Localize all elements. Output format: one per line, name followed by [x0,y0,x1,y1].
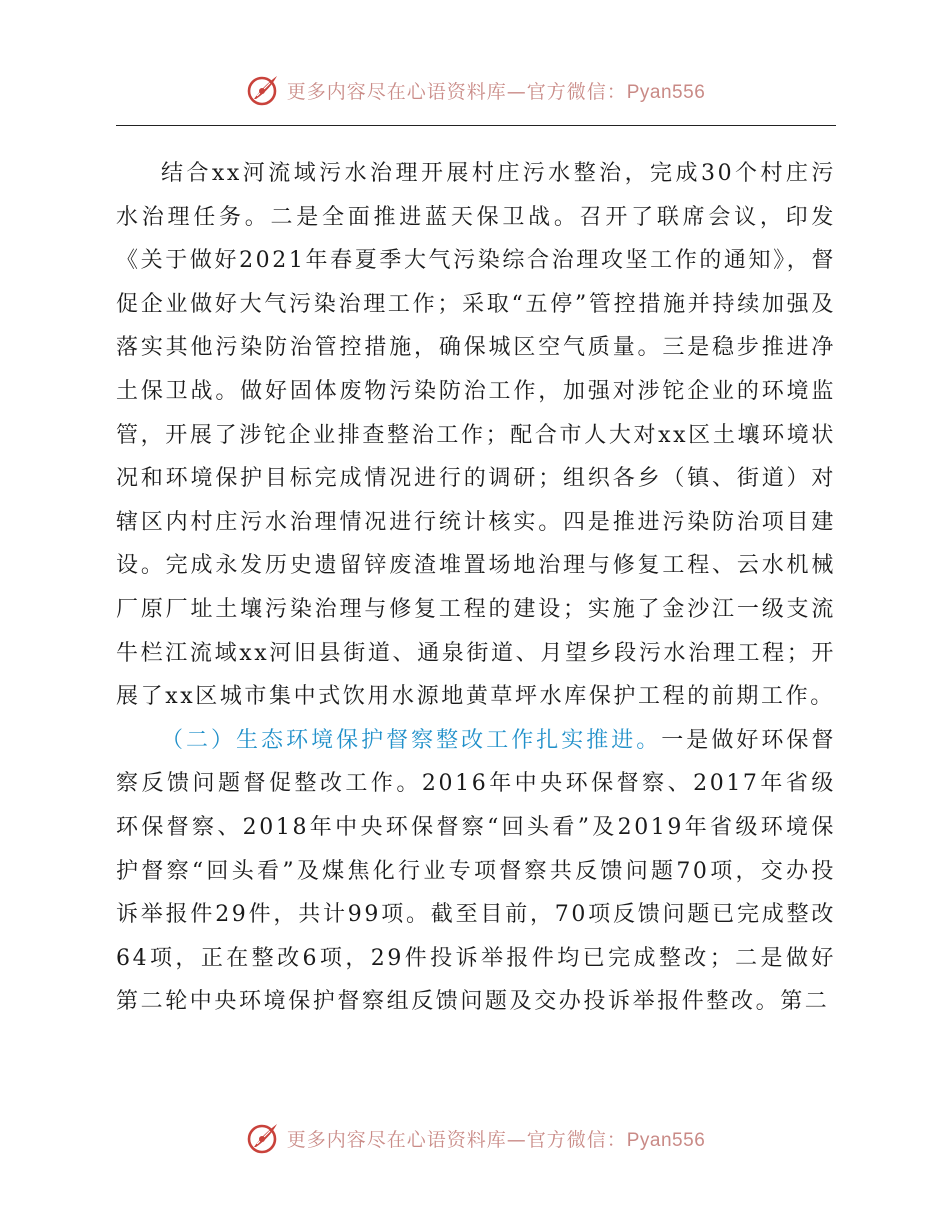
document-body [116,152,836,1024]
watermark-text: 更多内容尽在心语资料库—官方微信：Pyan556 [286,80,706,103]
feather-pen-logo-icon [245,72,281,108]
paragraph [116,719,836,1024]
footer-watermark [0,1118,950,1158]
header-divider [116,125,836,126]
paragraph: 结合xx河流域污水治理开展村庄污水整治，完成30个村庄污水治理任务。二是全面推进蓝天保卫战。召开了联席会议，印发《关于做好2021年春夏季大气污染综合治理攻坚工作的通知》，督促企业做好大气污染治理工作；采取“五停”管控措施并持续加强及落实其他污染防治管控措施，确保城区空气质量。三是稳步推进净土保卫战。做好固体废物污染防治工作，加强对涉铊企业的环境监管，开展了涉铊企业排查整治工作；配合市人大对xx区土壤环境状况和环境保护目标完成情况进行的调研；组织各乡（镇、街道）对辖区内村庄污水治理情况进行统计核实。四是推进污染防治项目建设。完成永发历史遗留锌废渣堆置场地治理与修复工程、云水机械厂原厂址土壤污染治理与修复工程的建设；实施了金沙江一级支流牛栏江流域xx河旧县街道、通泉街道、月望乡段污水治理工程；开展了xx区城市集中式饮用水源地黄草坪水库保护工程的前期工作。 [116,161,836,710]
watermark-text: 更多内容尽在心语资料库—官方微信：Pyan556 [286,1128,706,1151]
section-heading: （二）生态环境保护督察整改工作扎实推进。 [161,727,662,753]
paragraph-text: 一是做好环保督察反馈问题督促整改工作。2016年中央环保督察、2017年省级环保督察、2018年中央环保督察“回头看”及2019年省级环境保护督察“回头看”及煤焦化行业专项督察共反馈问题70项，交办投诉举报件29件，共计99项。截至目前，70项反馈问题已完成整改64项，正在整改6项，29件投诉举报件均已完成整改；二是做好第二轮中央环境保护督察组反馈问题及交办投诉举报件整改。第二 [116,727,836,1015]
feather-pen-logo-icon [245,1120,281,1156]
header-watermark [0,70,950,110]
